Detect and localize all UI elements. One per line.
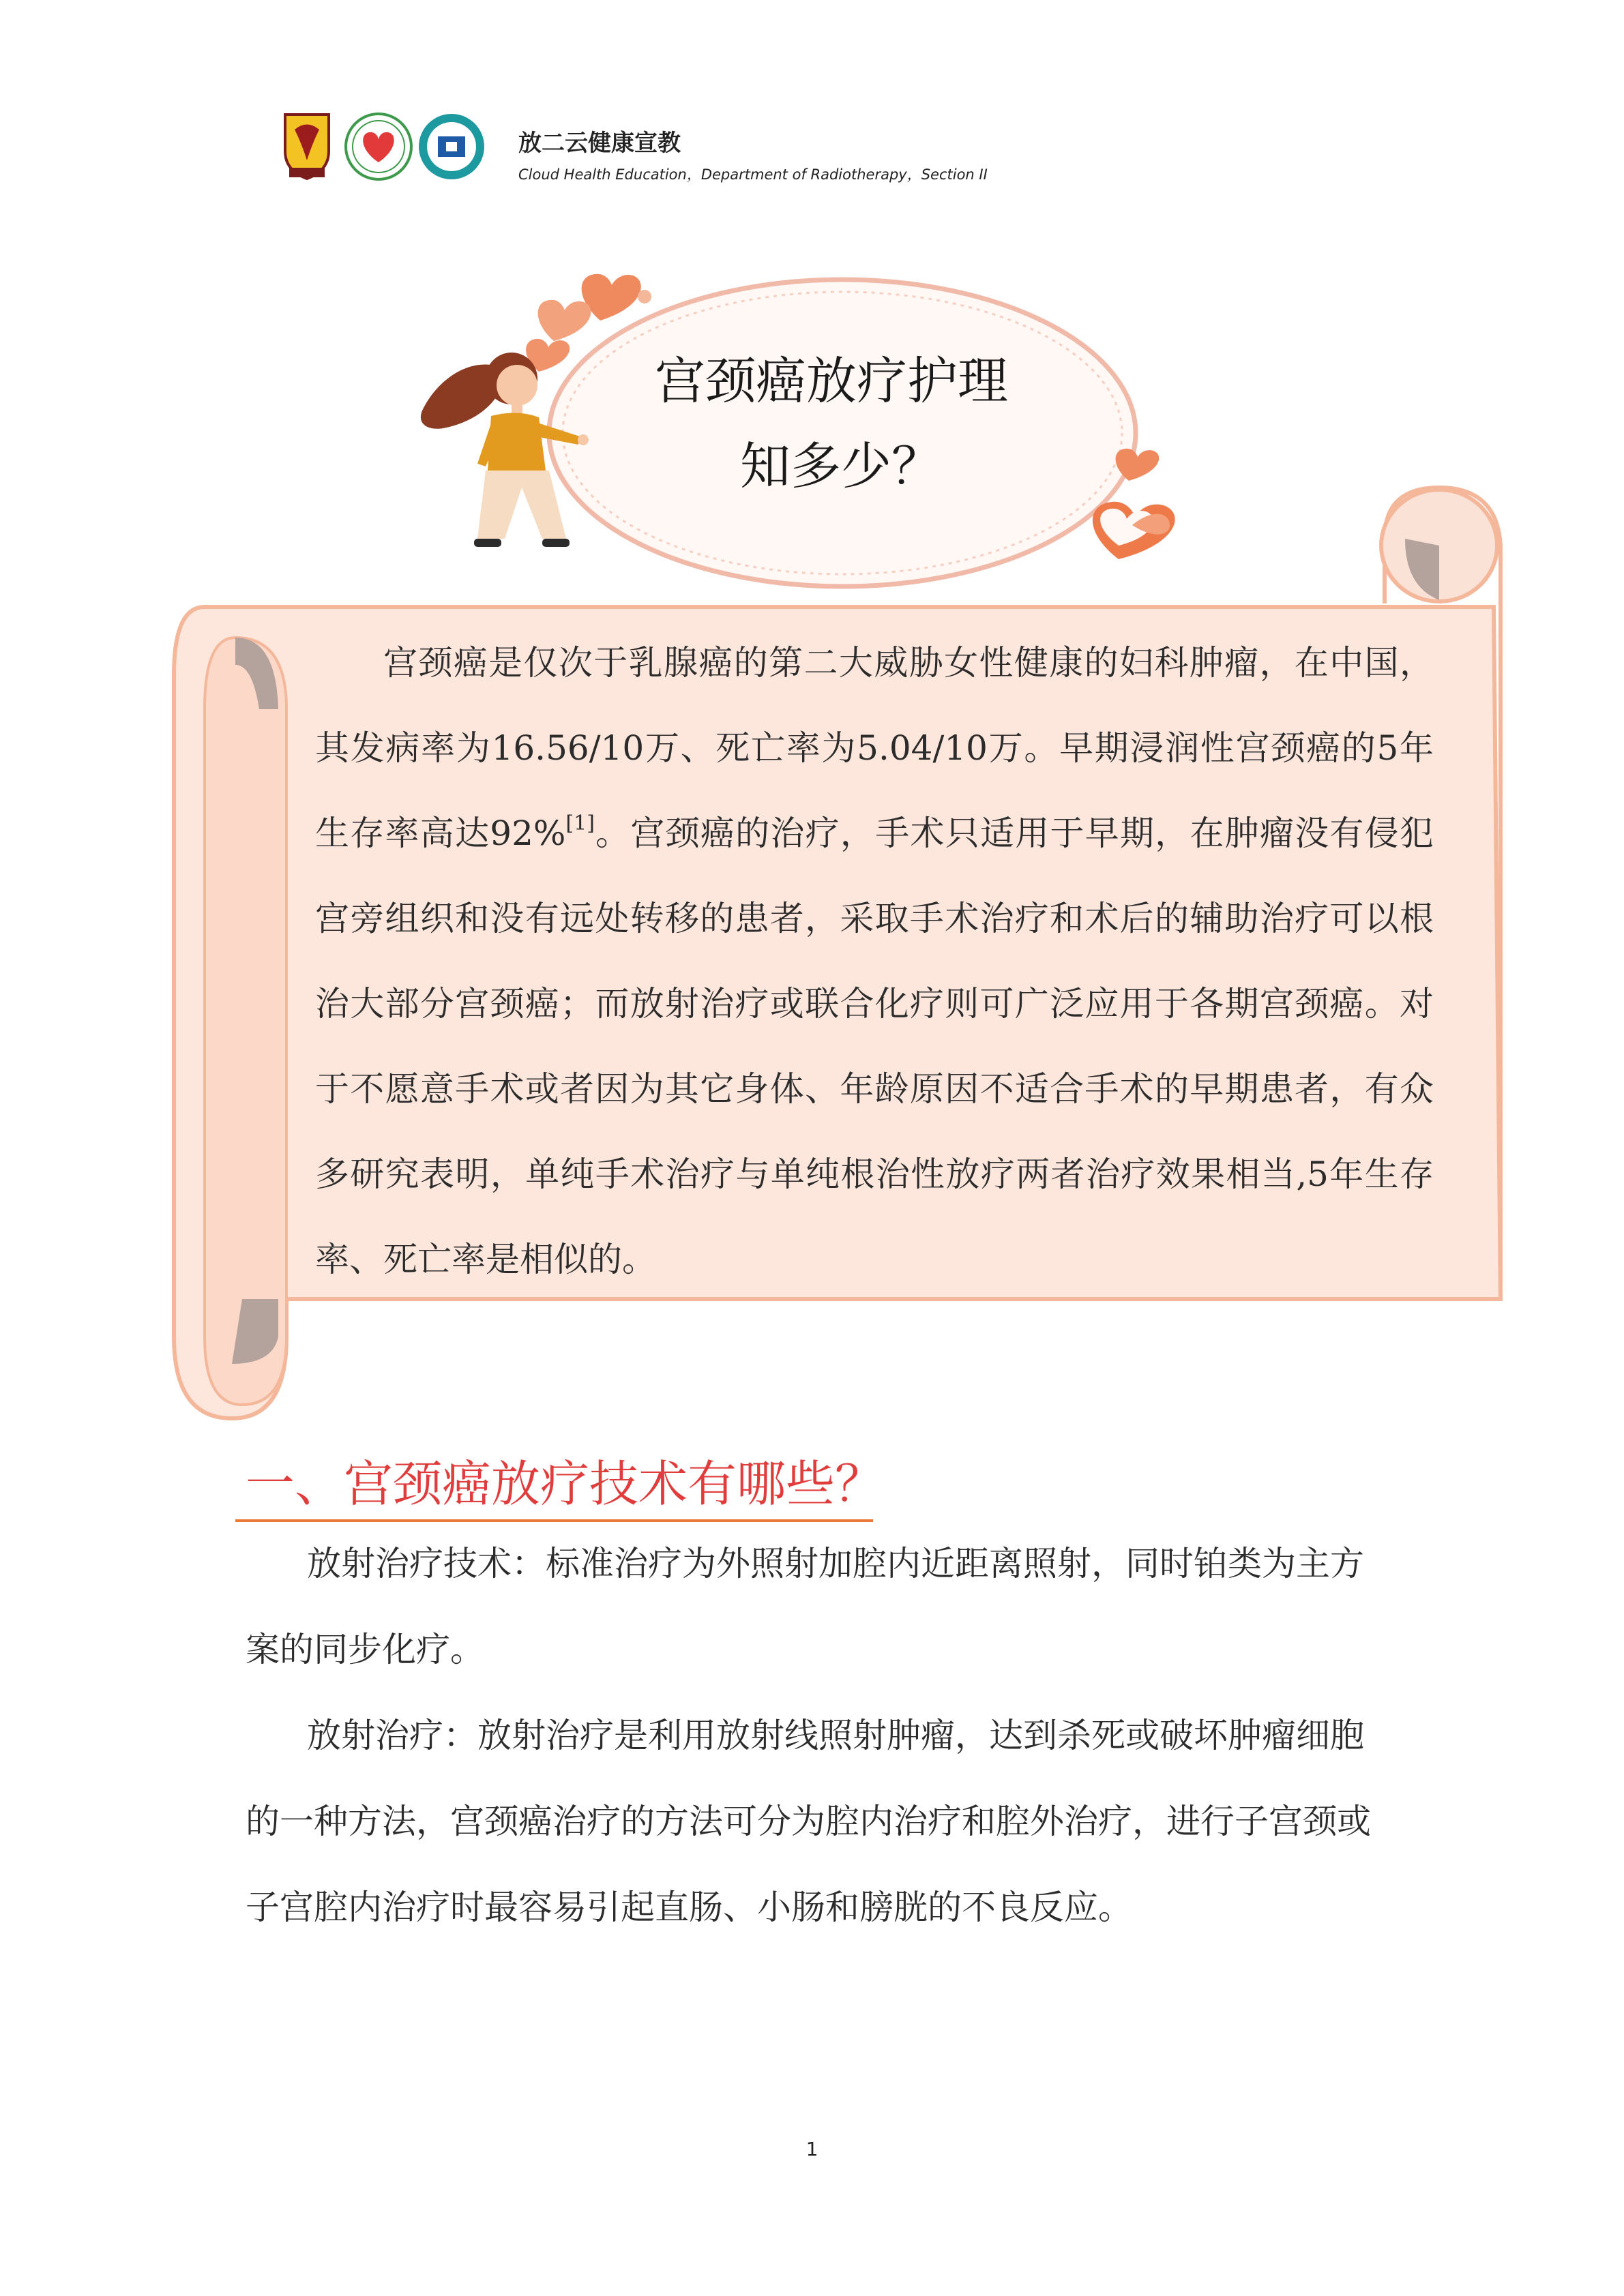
intro-paragraph (315, 621, 1434, 1302)
section-heading: 一、宫颈癌放疗技术有哪些？ (246, 1455, 885, 1512)
header-subtitle: Cloud Health Education，Department of Radiotherapy，Section II (518, 166, 988, 183)
intro-text-part-1: 宫颈癌是仅次于乳腺癌的第二大威胁女性健康的妇科肿瘤，在中国，其发病率为16.56/10万、死亡率为5.04/10万。早期浸润性宫颈癌的5年生存率高达92% (315, 643, 1434, 853)
page-number: 1 (806, 2138, 818, 2160)
title-line-2: 知多少？ (740, 437, 942, 496)
reference-marker: [1] (565, 811, 595, 835)
title-line-1: 宫颈癌放疗护理 (655, 352, 1008, 411)
section-paragraph-2: 放射治疗：放射治疗是利用放射线照射肿瘤，达到杀死或破坏肿瘤细胞的一种方法，宫颈癌治疗的方法可分为腔内治疗和腔外治疗，进行子宫颈或子宫腔内治疗时最容易引起直肠、小肠和膀胱的不良反应。 (246, 1716, 1371, 1927)
header-title: 放二云健康宣教 (518, 130, 681, 157)
section-paragraph-1: 放射治疗技术：标准治疗为外照射加腔内近距离照射，同时铂类为主方案的同步化疗。 (246, 1544, 1364, 1669)
intro-text-part-2: 。宫颈癌的治疗，手术只适用于早期，在肿瘤没有侵犯宫旁组织和没有远处转移的患者，采取手术治疗和术后的辅助治疗可以根治大部分宫颈癌；而放射治疗或联合化疗则可广泛应用于各期宫颈癌。对于不愿意手术或者因为其它身体、年龄原因不适合手术的早期患者，有众多研究表明，单纯手术治疗与单纯根治性放疗两者治疗效果相当,5年生存率、死亡率是相似的。 (315, 814, 1434, 1279)
